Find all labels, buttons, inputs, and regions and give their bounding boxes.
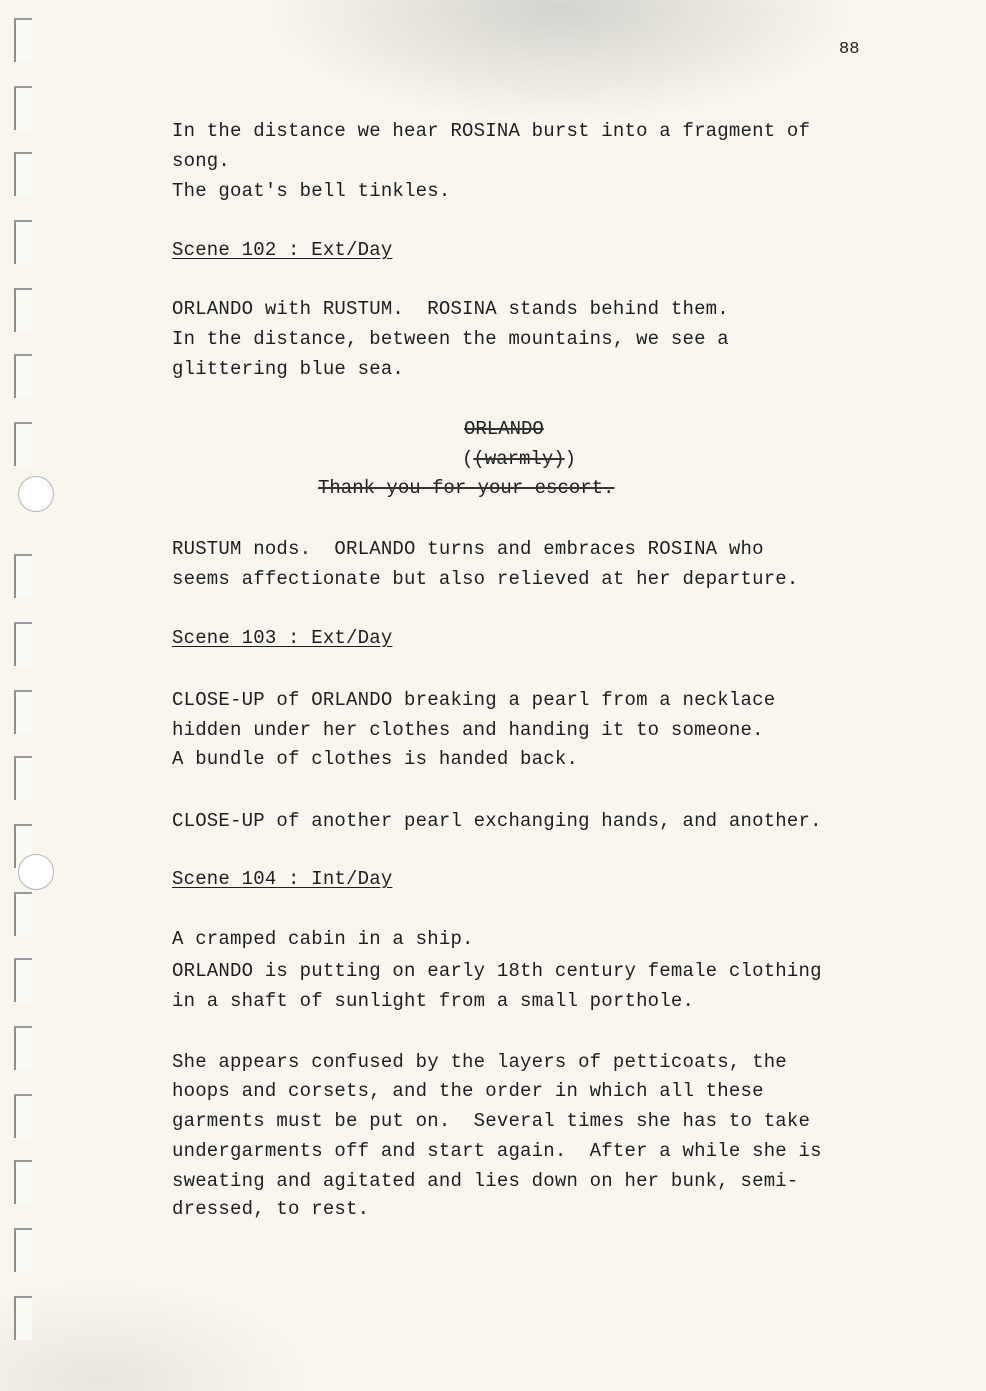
- parenthetical-text: (warmly): [473, 448, 565, 470]
- binder-slot: [14, 892, 32, 936]
- action-line: In the distance, between the mountains, we see a: [172, 328, 729, 350]
- action-line: undergarments off and start again. After a while she is: [172, 1140, 822, 1162]
- binder-slot: [14, 1094, 32, 1138]
- binder-hole-strip: [0, 0, 40, 1391]
- binder-slot: [14, 1026, 32, 1070]
- action-line: glittering blue sea.: [172, 358, 405, 380]
- action-line: A bundle of clothes is handed back.: [172, 748, 579, 770]
- binder-slot: [14, 1228, 32, 1272]
- binder-slot: [14, 86, 32, 130]
- action-line: The goat's bell tinkles.: [172, 180, 451, 202]
- binder-slot: [14, 18, 32, 62]
- binder-slot: [14, 1160, 32, 1204]
- binder-slot: [14, 422, 32, 466]
- action-line: seems affectionate but also relieved at her departure.: [172, 568, 799, 590]
- binder-slot: [14, 756, 32, 800]
- binder-slot: [14, 690, 32, 734]
- binder-slot: [14, 152, 32, 196]
- character-cue: ORLANDO: [464, 418, 544, 440]
- action-line: sweating and agitated and lies down on her bunk, semi-: [172, 1170, 799, 1192]
- binder-slot: [14, 288, 32, 332]
- scene-heading-104: Scene 104 : Int/Day: [172, 868, 393, 890]
- action-line: hoops and corsets, and the order in which all these: [172, 1080, 764, 1102]
- binder-ring-notch: [18, 854, 54, 890]
- binder-slot: [14, 554, 32, 598]
- dialogue-line: Thank you for your escort.: [318, 477, 615, 499]
- scene-heading-103: Scene 103 : Ext/Day: [172, 627, 393, 649]
- action-line: RUSTUM nods. ORLANDO turns and embraces ROSINA who: [172, 538, 764, 560]
- binder-slot: [14, 220, 32, 264]
- binder-slot: [14, 622, 32, 666]
- action-line: She appears confused by the layers of petticoats, the: [172, 1051, 787, 1073]
- binder-slot: [14, 958, 32, 1002]
- scene-heading-102: Scene 102 : Ext/Day: [172, 239, 393, 261]
- binder-slot: [14, 1296, 32, 1340]
- action-line: song.: [172, 150, 231, 172]
- action-line: A cramped cabin in a ship.: [172, 928, 474, 950]
- action-line: in a shaft of sunlight from a small porthole.: [172, 990, 695, 1012]
- action-line: CLOSE-UP of ORLANDO breaking a pearl from a necklace: [172, 689, 776, 711]
- binder-slot: [14, 354, 32, 398]
- page-number: 88: [839, 40, 860, 59]
- action-line: dressed, to rest.: [172, 1198, 370, 1220]
- action-line: ORLANDO with RUSTUM. ROSINA stands behind them.: [172, 298, 729, 320]
- action-line: ORLANDO is putting on early 18th century female clothing: [172, 960, 822, 982]
- binder-ring-notch: [18, 476, 54, 512]
- parenthetical: ((warmly)): [462, 448, 577, 470]
- action-line: garments must be put on. Several times she has to take: [172, 1110, 811, 1132]
- action-line: CLOSE-UP of another pearl exchanging hands, and another.: [172, 810, 822, 832]
- action-line: hidden under her clothes and handing it to someone.: [172, 719, 764, 741]
- action-line: In the distance we hear ROSINA burst into a fragment of: [172, 120, 811, 142]
